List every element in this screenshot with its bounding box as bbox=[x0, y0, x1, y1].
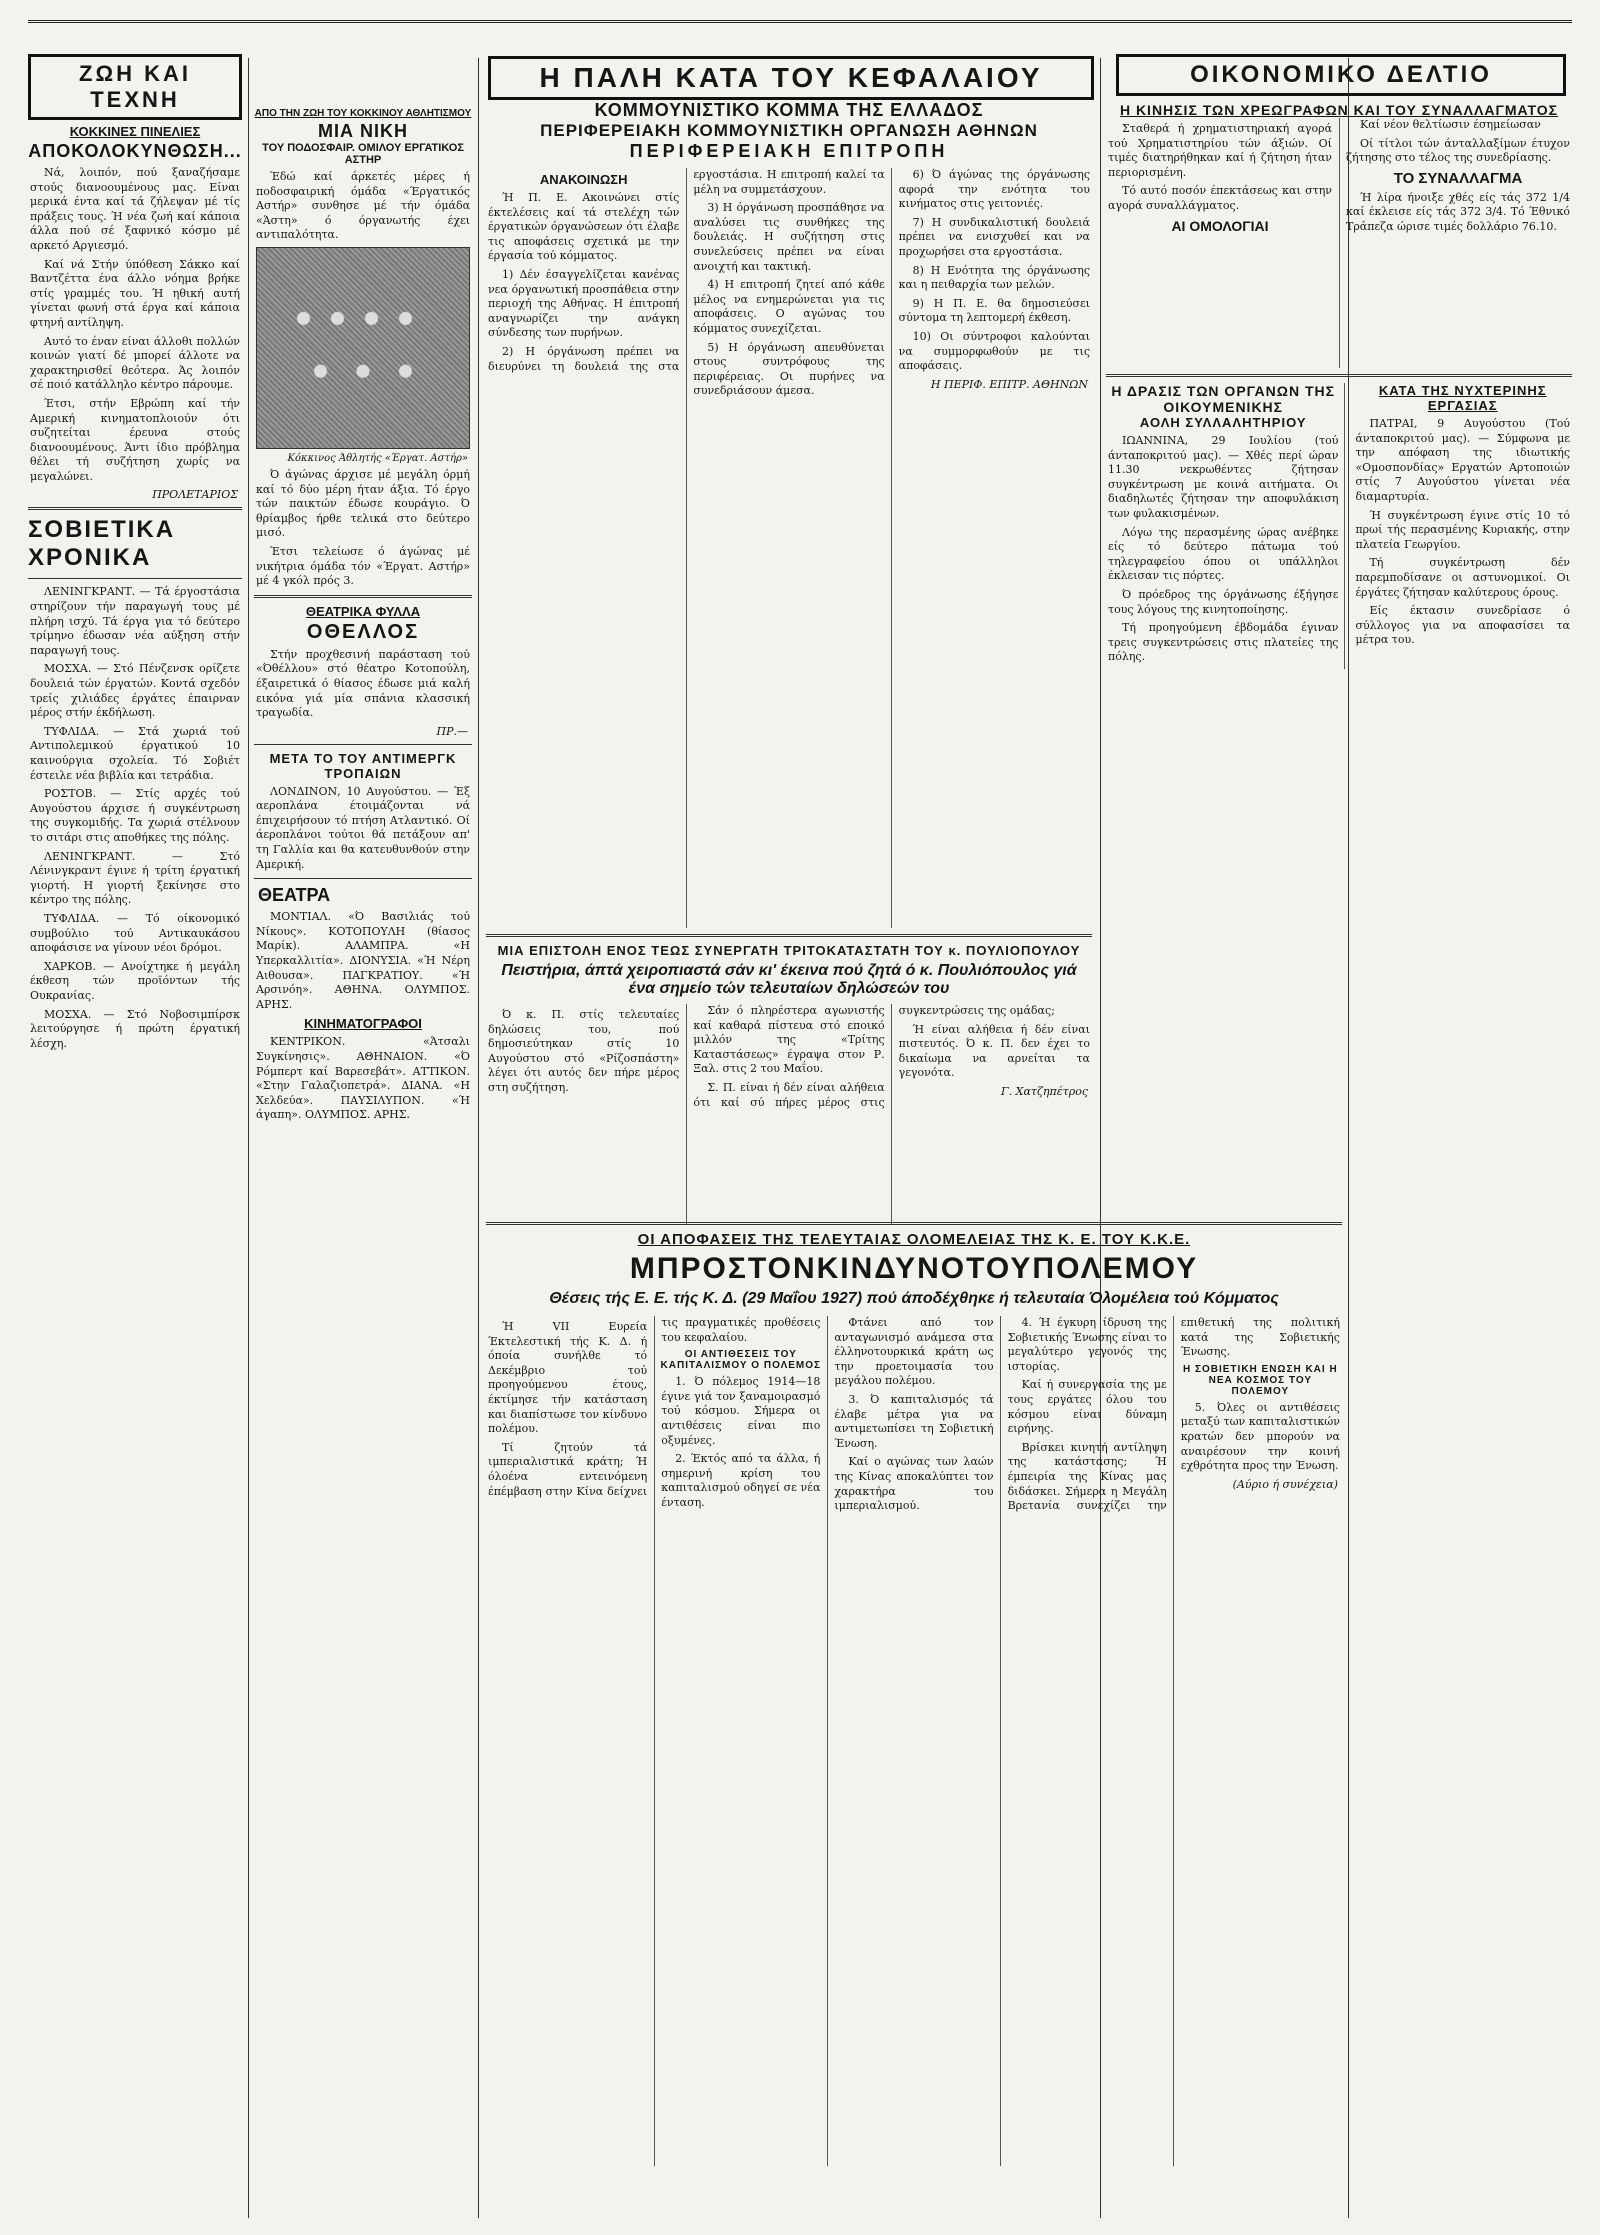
top-double-rule bbox=[28, 20, 1572, 23]
article-paragraph: 8) Η Ενότητα της όργάνωσης και η πειθαρχία των μελών. bbox=[898, 263, 1090, 292]
column-rule bbox=[478, 58, 479, 2218]
article-paragraph: Ή λίρα ήνοιξε χθές είς τάς 372 1/4 καί έκλεισε είς τάς 372 3/4. Τό Έθνικό Τράπεζα ώρισε τιμές δολλάριο 76.10. bbox=[1346, 190, 1570, 233]
resolutions-columns bbox=[486, 1316, 1342, 2166]
section-title-soviet bbox=[28, 516, 242, 572]
night-work-article bbox=[1353, 383, 1572, 669]
divider bbox=[254, 744, 472, 745]
news-item: ΡΟΣΤΟΒ. — Στίς αρχές τού Αυγούστου άρχισε ή συγκέντρωση της συγκομιδής. Τα χωριά στέλνουν το σιτάρι στις αποθήκες της πόλης. bbox=[30, 787, 240, 844]
article-kicker: ΑΠΟ ΤΗΝ ΖΩΗ ΤΟΥ ΚΟΚΚΙΝΟΥ ΑΘΛΗΤΙΣΜΟΥ bbox=[254, 108, 472, 119]
article-paragraph: 9) Η Π. Ε. θα δημοσιεύσει σύντομα τη λεπτομερή έκθεση. bbox=[898, 296, 1090, 325]
article-paragraph: Έτσι τελείωσε ό άγώνας μέ νικήτρια όμάδα τόν «Έργατ. Αστήρ» μέ 4 γκόλ πρός 3. bbox=[256, 544, 470, 588]
article-paragraph: 7) Η συνδικαλιστική δουλειά πρέπει να ενισχυθεί και να προχωρήσει στα εργοστάσια. bbox=[898, 215, 1090, 258]
article-paragraph: Τή συγκέντρωση δέν παρεμποδίσανε οι αστυνομικοί. Οι έργάτες ζήτησαν καλύτερους όρους. bbox=[1355, 556, 1570, 599]
article-subtitle: ΤΟΥ ΠΟΔΟΣΦΑΙΡ. ΟΜΙΛΟΥ ΕΡΓΑΤΙΚΟΣ ΑΣΤΗΡ bbox=[262, 142, 464, 166]
article-paragraph: 3) Η όργάνωση προσπάθησε να αναλύσει τις συνθήκες της δουλειάς. Η συζήτηση στις συνελεύσεις πρέπει να είναι ανοιχτή και τακτική. bbox=[693, 201, 885, 273]
column-rule bbox=[248, 58, 249, 2218]
continued-note: (Αύριο ή συνέχεια) bbox=[1232, 1477, 1338, 1491]
article-title: ΟΘΕΛΛΟΣ bbox=[306, 620, 420, 643]
article-title: Η ΔΡΑΣΙΣ ΤΩΝ ΟΡΓΑΝΩΝ ΤΗΣ ΟΙΚΟΥΜΕΝΙΚΗΣ bbox=[1111, 383, 1336, 415]
article-paragraph: Καί νά Στήν ύπόθεση Σάκκο καί Βαντζέττα ένα άλλο νόημα βρήκε στίς γραμμές του. Ή ηθική αυτή γίνεται φωνή στά έργα καί κάποια φτηνή αντίληψη. bbox=[30, 257, 240, 329]
letter-columns bbox=[486, 1004, 1092, 1224]
news-item: ΜΟΣΧΑ. — Στό Πένζενσκ ορίζετε δουλειά τών έργατών. Κοντά σχεδόν τρείς χιλιάδες έργάτες έπαιρναν μέρος στήν έκδήλωση. bbox=[30, 662, 240, 720]
column-zoi-kai-texni bbox=[28, 54, 242, 1055]
article-signature: Γ. Χατζηπέτρος bbox=[1000, 1084, 1088, 1098]
column-athletics-theatre bbox=[254, 104, 472, 1127]
drasis-article bbox=[1106, 383, 1345, 669]
article-paragraph: ΠΑΤΡΑΙ, 9 Αυγούστου (Τού άνταποκριτού μας). — Σύμφωνα με την απόφαση της ιδιωτικής «Ομοσπονδίας» Εργατών Αρτοποιών στίς 7 Αυγούστου γίνεται νέα διαμαρτυρία. bbox=[1355, 417, 1570, 503]
news-item: ΤΥΦΛΙΔΑ. — Στά χωριά τού Αντιπολεμικού έργατικού 10 καινούργια σχολεία. Τό Σοβιέτ έστειλε νέα βιβλία και τετράδια. bbox=[30, 724, 240, 782]
section-header-center: Η ΠΑΛΗ ΚΑΤΑ ΤΟΥ ΚΕΦΑΛΑΙΟΥ bbox=[488, 56, 1094, 100]
news-item: ΛΕΝΙΝΓΚΡΑΝΤ. — Τά έργοστάσια στηρίζουν τήν παραγωγή τους μέ πλήρη ισχύ. Τά έργα για τό δεύτερο τρίμηνο έδωσαν νέα αύξηση στήν παραγωγή τους. bbox=[30, 585, 240, 657]
article-title: ΑΠΟΚΟΛΟΚΥΝΘΩΣΗ... bbox=[28, 141, 242, 161]
article-title: ΜΙΑ ΝΙΚΗ bbox=[318, 121, 408, 141]
article-paragraph: 4. Ή έγκυρη ίδρυση της Σοβιετικής Ένωσης είναι το μεγαλύτερο γεγονός της ιστορίας. bbox=[1007, 1316, 1167, 1373]
article-paragraph: Οί τίτλοι τών άνταλλαξίμων έτυχον ζήτησης στο τέλος της συνεδρίασης. bbox=[1346, 136, 1570, 165]
divider bbox=[1106, 374, 1572, 377]
article-paragraph: ΛΟΝΔΙΝΟΝ, 10 Αυγούστου. — Έξ αεροπλάνα έτοιμάζονται νά έπιχειρήσουν τό πτήση Ατλαντικό. Οί άεροπλάνοι τούτοι θά πετάξουν απ' τη Γαλλία και θα κατευθυνθούν στην Αμερική. bbox=[256, 784, 470, 871]
article-title: ΚΑΤΑ ΤΗΣ ΝΥΧΤΕΡΙΝΗΣ ΕΡΓΑΣΙΑΣ bbox=[1378, 383, 1547, 413]
divider bbox=[486, 1222, 1342, 1225]
article-paragraph: Καί ή συνεργασία της με τους εργάτες όλου του κόσμου είναι δύναμη ειρήνης. bbox=[1007, 1378, 1167, 1436]
column-economic bbox=[1106, 54, 1572, 1214]
article-paragraph: Φτάνει από τον ανταγωνισμό ανάμεσα στα έλληνοτουρκικά κράτη ως την προετοιμασία του μεγάλου πολέμου. bbox=[834, 1316, 994, 1388]
listing: ΚΕΝΤΡΙΚΟΝ. «Άτσαλι Συγκίνησις». ΑΘΗΝΑΙΟΝ. «Ό Ρόμπερτ καί Βαρεσεβάτ». ΑΤΤΙΚΟΝ. «Στην Γαλαζιοπετρά». ΔΙΑΝΑ. «Η Χελδεύα». ΠΑΥΣΙΛΥΠΟΝ. «Ή άγαπη». ΟΛΥΜΠΟΣ. ΑΡΗΣ. bbox=[256, 1035, 470, 1122]
article-paragraph: Σάν ό πληρέστερα αγωνιστής καί καθαρά πίστευα στό εποικό μιλλόν της «Τρίτης Καταστάσεως» έγραψα στον Ρ. Ξαλ. στις 2 του Μαΐου. bbox=[693, 1004, 885, 1076]
article-paragraph: Σταθερά ή χρηματιστηριακή αγορά τού Χρηματιστηρίου τών άξιών. Οί τιμές διατηρήθηκαν καί ή ζήτηση ήταν περιορισμένη. bbox=[1108, 122, 1332, 179]
article-paragraph: Καί νέον θελτίωσιν έσημείωσαν bbox=[1360, 118, 1541, 131]
subsection-title: Η ΣΟΒΙΕΤΙΚΗ ΕΝΩΣΗ ΚΑΙ Η ΝΕΑ ΚΟΣΜΟΣ ΤΟΥ ΠΟΛΕΜΟΥ bbox=[1182, 1363, 1338, 1397]
announcement-columns bbox=[486, 168, 1092, 928]
article-paragraph: Βρίσκει κινητή αντίληψη της κατάστασης; Ή έμπειρία της Κίνας μας διδάσκει. Σήμερα η Μεγάλη Βρετανία συνεχίζει την επιθετική της πολιτική κατά της Σοβιετικής Ένωσης. bbox=[1007, 1316, 1340, 1513]
section-title: ΘΕΑΤΡΑ bbox=[258, 885, 331, 906]
article-signature: ΠΡ.— bbox=[436, 724, 468, 738]
letter-kicker: ΜΙΑ ΕΠΙΣΤΟΛΗ ΕΝΟΣ ΤΕΩΣ ΣΥΝΕΡΓΑΤΗ ΤΡΙΤΟΚΑΤΑΣΤΑΤΗ ΤΟΥ κ. ΠΟΥΛΙΟΠΟΥΛΟΥ bbox=[497, 943, 1081, 958]
news-item: ΤΥΦΛΙΔΑ. — Τό οίκονομικό συμβούλιο τού Αντικαυκάσου αποφάσισε να γίνουν νέοι δρόμοι. bbox=[30, 911, 240, 955]
section-kicker: ΘΕΑΤΡΙΚΑ ΦΥΛΛΑ bbox=[305, 603, 421, 619]
article-paragraph: 3. Ό καπιταλισμός τά έλαβε μέτρα για να αντιμετωπίσει τη Σοβιετική Ένωση. bbox=[834, 1392, 994, 1450]
article-paragraph: 6) Ό άγώνας της όργάνωσης αφορά την ενότητα του κινήματος στις γειτονιές. bbox=[898, 168, 1090, 211]
article-subtitle: ΑΟΛΗ ΣΥΛΛΑΛΗΤΗΡΙΟΥ bbox=[1139, 415, 1307, 430]
section-title-text: ΣΟΒΙΕΤΙΚΑ ΧΡΟΝΙΚΑ bbox=[28, 516, 176, 572]
article-paragraph: Ό πρόεδρος της όργάνωσης έξήγησε τους λόγους της κινητοποίησης. bbox=[1108, 587, 1339, 616]
article-signature: Η ΠΕΡΙΦ. ΕΠΙΤΡ. ΑΘΗΝΩΝ bbox=[930, 377, 1088, 391]
article-paragraph: ΙΩΑΝΝΙΝΑ, 29 Ιουλίου (τού άνταποκριτού μας). — Χθές περί ώραν 11.30 νεκρωθέντες ζήτησαν συγκέντρωση με κοινά αιτήματα. Οι διαδηλωτές ζήτησαν την αποφυλάκιση των φυλακισμένων. bbox=[1108, 434, 1339, 520]
article-paragraph: Αυτό το έναν είναι άλλοθι πολλών κοινών γιατί δέ μπορεί άλλοτε να χαρακτηρισθεί θεότερα. Άς λοιπόν σέ ποιό κατάλληλο κέντρο πάρουμε. bbox=[30, 334, 240, 392]
article-paragraph: Στήν προχθεσινή παράσταση τού «Όθέλλου» στό θέατρο Κοτοπούλη, έξαιρετικά ό θίασος έδωσε μιά καλή εικόνα γιά μία σπάνια κλασσική τραγωδία. bbox=[256, 647, 470, 720]
fx-title: ΤΟ ΣΥΝΑΛΛΑΓΜΑ bbox=[1393, 169, 1523, 187]
section-header-left: ΖΩΗ ΚΑΙ ΤΕΧΝΗ bbox=[28, 54, 242, 120]
article-kicker: ΚΟΚΚΙΝΕΣ ΠΙΝΕΛΙΕΣ bbox=[69, 124, 201, 139]
kke-resolutions bbox=[486, 1222, 1342, 2212]
divider bbox=[254, 595, 472, 598]
article-paragraph: Νά, λοιπόν, πού ξαναζήσαμε στούς διανοουμένους μας. Είναι μερικά έντα καί τά ζήλεψαν μέ τίς πράξεις τους. Ή νέα ζωή καί κάποια άλλα πού σέ ξαφνικό κόσμο μέ αρκετό Αργιεσμό. bbox=[30, 166, 240, 252]
divider bbox=[254, 878, 472, 879]
divider bbox=[486, 934, 1092, 937]
article-paragraph: Έδώ καί άρκετές μέρες ή ποδοσφαιρική όμάδα «Έργατικός Αστήρ» συνθησε μέ τήν όμάδα «Άστη» ό όργανωτής έχει αντιπαλότητα. bbox=[256, 170, 470, 242]
market-title: Η ΚΙΝΗΣΙΣ ΤΩΝ ΧΡΕΩΓΡΑΦΩΝ ΚΑΙ ΤΟΥ ΣΥΝΑΛΛΑΓΜΑΤΟΣ bbox=[1119, 102, 1559, 118]
org-subtitle: ΠΕΡΙΦΕΡΕΙΑΚΗ ΚΟΜΜΟΥΝΙΣΤΙΚΗ ΟΡΓΑΝΩΣΗ ΑΘΗΝΩΝ bbox=[540, 121, 1038, 140]
article-paragraph: Ή συγκέντρωση έγινε στίς 10 τό πρωί τής περασμένης Κυριακής, στην πλατεία Γεωργίου. bbox=[1355, 508, 1570, 551]
article-paragraph: 5) Η όργάνωση απευθύνεται στους συντρόφους της περιφέρειας. Οι πυρήνες να συνεδριάσουν άμεσα. bbox=[693, 340, 885, 398]
divider bbox=[28, 507, 242, 510]
article-paragraph: Ό άγώνας άρχισε μέ μεγάλη όρμή καί τό δύο μέρη ήταν άξια. Τό έργο τών παικτών έδωσε κουράγιο. Ό θρίαμβος ήρθε τελικά στο δεύτερο μισό. bbox=[256, 467, 470, 540]
article-paragraph: Λόγω της περασμένης ώρας ανέβηκε είς τό δεύτερο πάτωμα τού τηλεγραφείου όπου οι υπάλληλοι έκλεισαν τις πόρτες. bbox=[1108, 525, 1339, 583]
article-paragraph: Σ. Π. είναι ή δέν είναι αλήθεια ότι καί σύ πήρες μέρος στις συγκεντρώσεις της ομάδας; bbox=[693, 1004, 1055, 1109]
subsection-title: ΟΙ ΑΝΤΙΘΕΣΕΙΣ ΤΟΥ ΚΑΠΙΤΑΛΙΣΜΟΥ Ο ΠΟΛΕΜΟΣ bbox=[660, 1349, 822, 1372]
section-kicker: ΚΙΝΗΜΑΤΟΓΡΑΦΟΙ bbox=[304, 1016, 422, 1032]
article-paragraph: 4) Η επιτροπή ζητεί από κάθε μέλος να ενημερώνεται για τις αποφάσεις. Ο αγώνας του κόμματος συνεχίζεται. bbox=[693, 278, 885, 335]
resolutions-kicker: ΟΙ ΑΠΟΦΑΣΕΙΣ ΤΗΣ ΤΕΛΕΥΤΑΙΑΣ ΟΛΟΜΕΛΕΙΑΣ ΤΗΣ Κ. Ε. ΤΟΥ Κ.Κ.Ε. bbox=[637, 1231, 1191, 1248]
news-item: ΛΕΝΙΝΓΚΡΑΝΤ. — Στό Λένινγκραντ έγινε ή τρίτη έργατική γιορτή. Η γιορτή ξεκίνησε στο κέντρο της πόλης. bbox=[30, 849, 240, 907]
news-item: ΧΑΡΚΟΒ. — Ανοίχτηκε ή μεγάλη έκθεση τών προϊόντων τής Ουκρανίας. bbox=[30, 959, 240, 1002]
org-title: ΚΟΜΜΟΥΝΙΣΤΙΚΟ ΚΟΜΜΑ ΤΗΣ ΕΛΛΑΔΟΣ bbox=[594, 100, 984, 120]
resolutions-title: ΜΠΡΟΣΤΟΝΚΙΝΔΥΝΟΤΟΥΠΟΛΕΜΟΥ bbox=[629, 1252, 1199, 1285]
article-paragraph: Τό αυτό ποσόν έπεκτάσεως και στην αγορά συναλλάγματος. bbox=[1108, 184, 1332, 212]
article-title: ΜΕΤΑ ΤΟ ΤΟΥ ΑΝΤΙΜΕΡΓΚ ΤΡΟΠΑΙΩΝ bbox=[269, 750, 457, 781]
article-signature: ΠΡΟΛΕΤΑΡΙΟΣ bbox=[152, 488, 238, 502]
article-paragraph: Καί ο αγώνας των λαών της Κίνας αποκαλύπτει τον χαρακτήρα του ιμπεριαλισμού. bbox=[834, 1455, 994, 1513]
lower-right-blocks bbox=[1106, 383, 1572, 669]
article-paragraph: Ή είναι αλήθεια ή δέν είναι πιστευτός. Ό κ. Π. δεν έχει το δικαίωμα να αρνείται τα γεγονότα. bbox=[898, 1022, 1090, 1080]
section-header-right: ΟΙΚΟΝΟΜΙΚΟ ΔΕΛΤΙΟ bbox=[1116, 54, 1566, 96]
article-paragraph: Ό κ. Π. στίς τελευταίες δηλώσεις του, πού δημοσιεύτηκαν στίς 10 Αυγούστου στό «Ρίζοσπάστη» λέγει ότι αυτός δεν πήρε μέρος στη συζήτηση. bbox=[488, 1008, 680, 1094]
article-paragraph: Ή Π. Ε. Ακοινώνει στίς έκτελέσεις καί τά στελέχη τών έργατικών όργανώσεων ότι έλαβε τις αποφάσεις σχετικά με την έργασία τού κόμματος. bbox=[488, 191, 680, 263]
listing: ΜΟΝΤΙΑΛ. «Ό Βασιλιάς τού Νίκους». ΚΟΤΟΠΟΥΛΗ (θίασος Μαρίκ). ΑΛΑΜΠΡΑ. «Η Υπερκαλλιτία». ΔΙΟΝΥΣΙΑ. «Ή Νέρη Αιθουσα». ΠΑΓΚΡΑΤΙΟΥ. «Ή Αρσινόη». ΑΘΗΝΑ. ΟΛΥΜΠΟΣ. ΑΡΗΣ. bbox=[256, 910, 470, 1011]
article-paragraph: Τή προηγούμενη έβδομάδα έγιναν τρεις συγκεντρώσεις στις πλατείες της πόλης. bbox=[1108, 621, 1339, 664]
article-paragraph: 10) Οι σύντροφοι καλούνται να συμμορφωθούν με τις αποφάσεις. bbox=[898, 329, 1090, 373]
team-photo bbox=[256, 247, 470, 449]
article-paragraph: 5. Όλες οι αντιθέσεις μεταξύ των καπιταλιστικών κρατών δεν μπορούν να αναιρέσουν την κοινή εχθρότητα προς την Ένωση. bbox=[1180, 1400, 1340, 1473]
photo-caption: Κόκκινος Άθλητής «Έργατ. Αστήρ» bbox=[287, 452, 468, 464]
resolutions-subtitle: Θέσεις τής Ε. Ε. τής Κ. Δ. (29 Μαΐου 1927) πού άποδέχθηκε ή τελευταία Όλομέλεια τού Κόμματος bbox=[549, 1290, 1279, 1307]
letter-title: Πειστήρια, άπτά χειροπιαστά σάν κι' έκεινα πού ζητά ό κ. Πουλιόπουλος γιά ένα σημείο τών τελευταίων δηλώσεών του bbox=[501, 962, 1077, 997]
article-paragraph: 2) Η όργάνωση πρέπει να διευρύνει τη δουλειά της στα εργοστάσια. Η επιτροπή καλεί τα μέλη να συμμετάσχουν. bbox=[488, 168, 885, 373]
announcement-label: ΑΝΑΚΟΙΝΩΣΗ bbox=[539, 172, 628, 187]
article-paragraph: Έτσι, στήν Εβρώπη καί τήν Αμερική κινηματοπλοιούν ότι συζητείται έρευνα στούς διανοουμένους. Άντι ίδιο πρόβλημα θέλει τή συζήτηση χωρίς να μεγαλώνει. bbox=[30, 396, 240, 483]
org-subtitle: ΠΕΡΙΦΕΡΕΙΑΚΗ ΕΠΙΤΡΟΠΗ bbox=[629, 141, 949, 161]
bonds-title: ΑΙ ΟΜΟΛΟΓΙΑΙ bbox=[1171, 217, 1269, 234]
article-paragraph: Είς έκτασιν συνεδρίασε ό σύλλογος για να αποφασίσει τα μέτρα του. bbox=[1355, 604, 1570, 647]
market-columns bbox=[1106, 118, 1572, 368]
divider bbox=[28, 578, 242, 579]
column-kke bbox=[486, 100, 1092, 1224]
article-paragraph: Τί ζητούν τά ιμπεριαλιστικά κράτη; Ή όλοένα εντεινόμενη έπέμβαση στην Κίνα δείχνει τις πραγματικές προθέσεις του κεφαλαίου. bbox=[488, 1316, 821, 1498]
article-paragraph: 1. Ό πόλεμος 1914—18 έγινε γιά τον ξαναμοιρασμό τού κόσμου. Σήμερα οι αντιθέσεις είναι πιο οξυμένες. bbox=[661, 1375, 821, 1447]
article-paragraph: 2. Έκτός από τα άλλα, ή σημερινή κρίση του καπιταλισμού οδηγεί σε νέα ένταση. bbox=[661, 1452, 821, 1509]
article-paragraph: 1) Δέν έσαγγελίζεται κανένας νεα όργανωτική προσπάθεια στην περιοχή της Αθήνας. Η έπιτροπή αναγνωρίζει την ανάγκη σύνδεσης των πυρήνων. bbox=[488, 267, 680, 340]
news-item: ΜΟΣΧΑ. — Στό Νοβοσιμπίρσκ λειτούργησε ή πρώτη έργατική λέσχη. bbox=[30, 1007, 240, 1050]
article-paragraph: Ή VII Ευρεία Έκτελεστική τής Κ. Δ. ή όποία συνήλθε τό Δεκέμβριο τού προηγούμενου έτους, έκτίμησε τήν κατάσταση και διαπίστωσε τον κίνδυνο πολέμου. bbox=[488, 1320, 648, 1436]
